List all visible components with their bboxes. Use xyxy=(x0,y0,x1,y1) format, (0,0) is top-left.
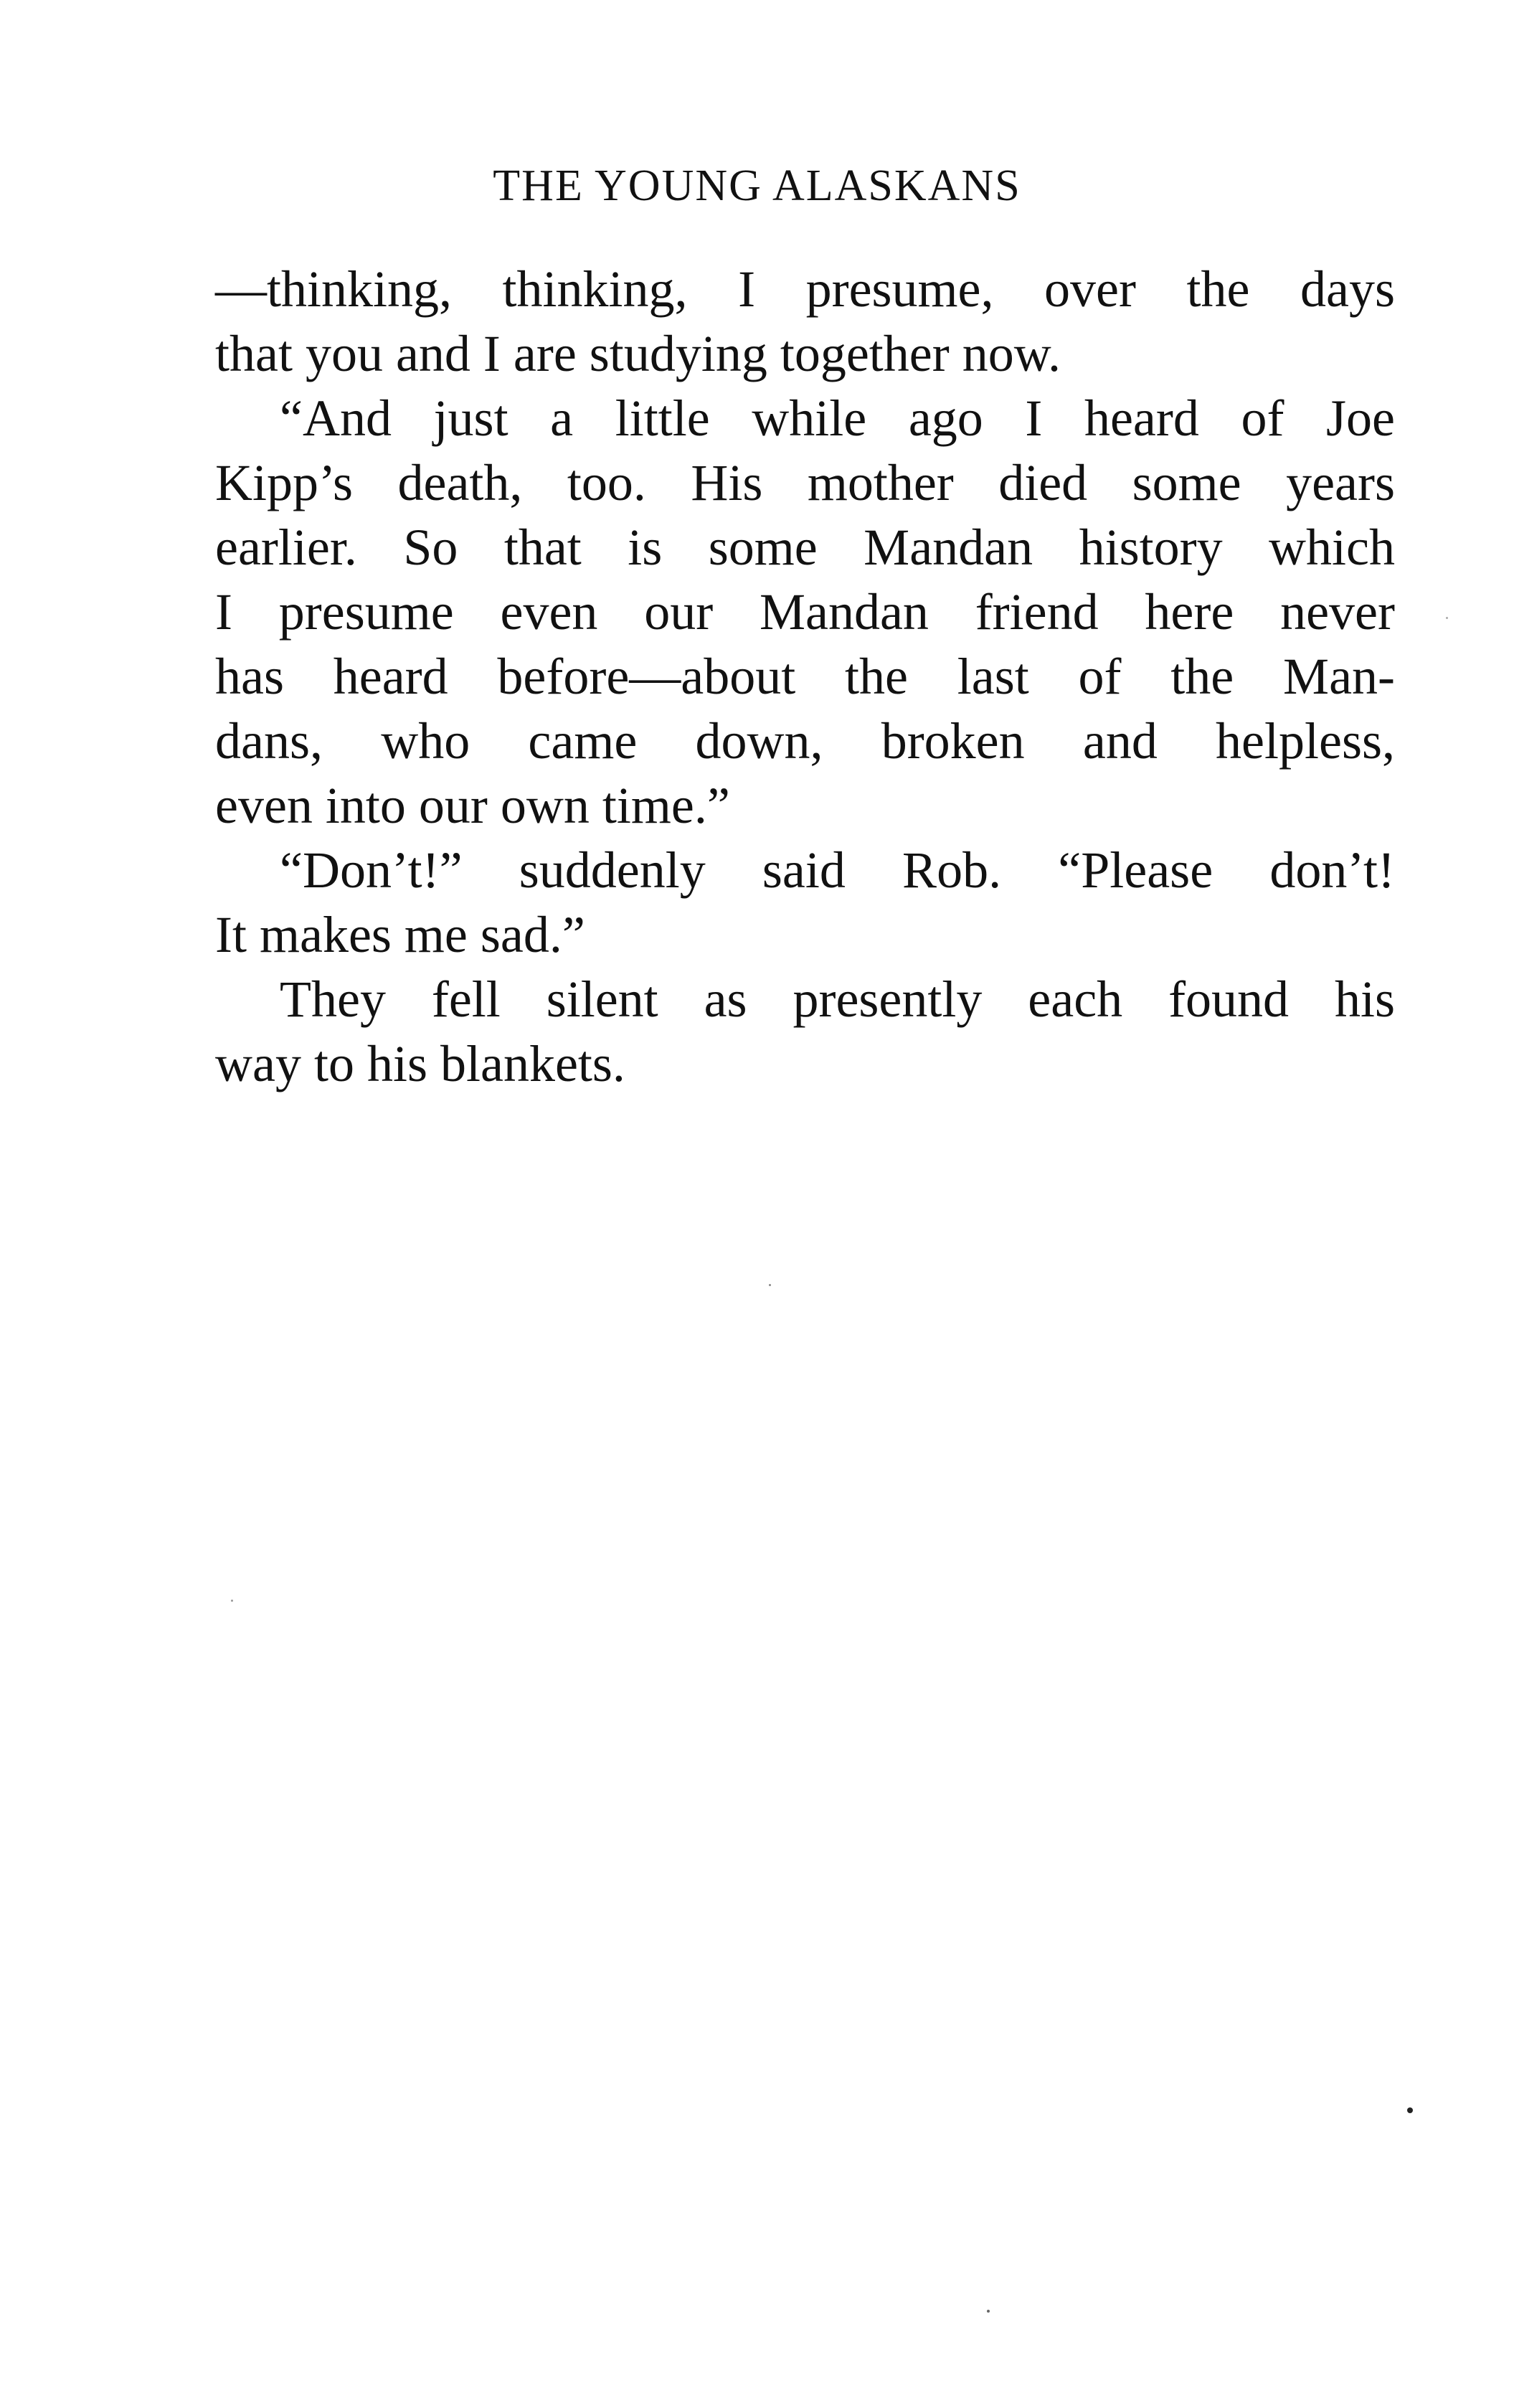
running-head: THE YOUNG ALASKANS xyxy=(493,161,1021,210)
paper-speck xyxy=(987,2310,990,2313)
text-line: “And just a little while ago I heard of Joe xyxy=(280,389,1395,447)
paper-speck xyxy=(1407,2107,1413,2113)
paper-speck xyxy=(769,1284,771,1286)
text-line: Kipp’s death, too. His mother died some years xyxy=(215,454,1395,511)
text-line: even into our own time.” xyxy=(215,777,730,834)
body-text xyxy=(215,257,1395,1096)
text-line: It makes me sad.” xyxy=(215,906,585,963)
text-line: earlier. So that is some Mandan history which xyxy=(215,519,1395,576)
paper-speck xyxy=(231,1600,233,1602)
paper-speck xyxy=(1446,617,1448,619)
text-line: that you and I are studying together now. xyxy=(215,325,1061,382)
text-line: They fell silent as presently each found his xyxy=(280,971,1395,1028)
text-line: has heard before—about the last of the Man- xyxy=(215,648,1395,705)
text-line: I presume even our Mandan friend here never xyxy=(215,583,1395,641)
text-line: way to his blankets. xyxy=(215,1035,625,1092)
text-line: dans, who came down, broken and helpless, xyxy=(215,712,1395,770)
text-line: —thinking, thinking, I presume, over the days xyxy=(215,260,1395,318)
text-line: “Don’t!” suddenly said Rob. “Please don’t! xyxy=(280,841,1395,899)
